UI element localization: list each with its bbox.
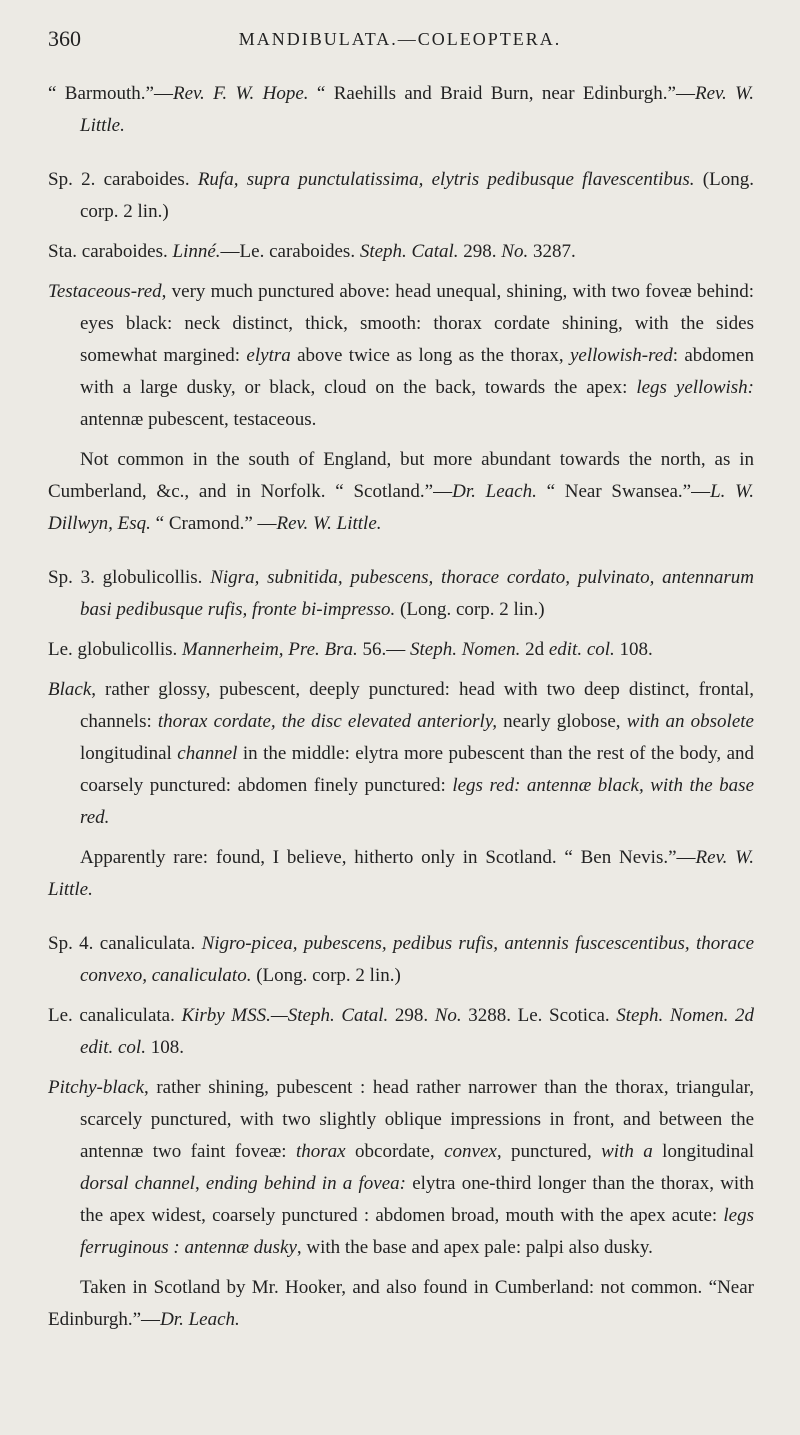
synonymy: Sta. caraboides. Linné.—Le. caraboides. Steph. Catal. 298. No. 3287. bbox=[48, 241, 576, 262]
description: Testaceous-red, very much punctured above: head unequal, shining, with two foveæ behind: eyes black: neck distinct, thick, smooth: thorax cordate shining, with the sides somewhat margined: elytra above twice as long as the thorax, yellowish-red: abdomen with a large dusky, or black, cloud on the back, towards the apex: legs yellowish: antennæ pubescent, testaceous. bbox=[48, 281, 754, 430]
locality-paragraph: Taken in Scotland by Mr. Hooker, and also found in Cumberland: not common. “Near Edinburgh.”—Dr. Leach. bbox=[48, 1277, 754, 1330]
description: Black, rather glossy, pubescent, deeply punctured: head with two deep distinct, frontal, channels: thorax cordate, the disc elevated anteriorly, nearly globose, with an obsolete longitudinal channel in the middle: elytra more pubescent than the rest of the body, and coarsely punctured: abdomen finely punctured: legs red: antennæ black, with the base red. bbox=[48, 679, 755, 828]
locality-paragraph: Apparently rare: found, I believe, hitherto only in Scotland. “ Ben Nevis.”—Rev. W. Little. bbox=[48, 847, 754, 900]
page-header bbox=[48, 26, 752, 56]
page-number: 360 bbox=[48, 26, 81, 51]
description: Pitchy-black, rather shining, pubescent : head rather narrower than the thorax, triangular, scarcely punctured, with two slightly oblique impressions in front, and between the antennæ two faint foveæ: thorax obcordate, convex, punctured, with a longitudinal dorsal channel, ending behind in a fovea: elytra one-third longer than the thorax, with the apex widest, coarsely punctured : abdomen broad, mouth with the apex acute: legs ferruginous : antennæ dusky, with the base and apex pale: palpi also dusky. bbox=[48, 1077, 755, 1258]
page-body bbox=[48, 78, 754, 1336]
synonymy: Le. globulicollis. Mannerheim, Pre. Bra. 56.— Steph. Nomen. 2d edit. col. 108. bbox=[48, 639, 653, 660]
running-title: MANDIBULATA.—COLEOPTERA. bbox=[238, 29, 562, 49]
species-heading: Sp. 2. caraboides. Rufa, supra punctulatissima, elytris pedibusque flavescentibus. (Long. corp. 2 lin.) bbox=[48, 169, 754, 222]
species-heading: Sp. 3. globulicollis. Nigra, subnitida, pubescens, thorace cordato, pulvinato, antennarum basi pedibusque rufis, fronte bi-impresso. (Long. corp. 2 lin.) bbox=[48, 567, 754, 620]
locality-paragraph: “ Barmouth.”—Rev. F. W. Hope. “ Raehills and Braid Burn, near Edinburgh.”—Rev. W. Little. bbox=[48, 83, 754, 136]
species-heading: Sp. 4. canaliculata. Nigro-picea, pubescens, pedibus rufis, antennis fuscescentibus, thorace convexo, canaliculato. (Long. corp. 2 lin.) bbox=[48, 933, 754, 986]
synonymy: Le. canaliculata. Kirby MSS.—Steph. Catal. 298. No. 3288. Le. Scotica. Steph. Nomen. 2d edit. col. 108. bbox=[48, 1005, 754, 1058]
locality-paragraph: Not common in the south of England, but more abundant towards the north, as in Cumberland, &c., and in Norfolk. “ Scotland.”—Dr. Leach. “ Near Swansea.”—L. W. Dillwyn, Esq. “ Cramond.” —Rev. W. Little. bbox=[48, 449, 755, 534]
